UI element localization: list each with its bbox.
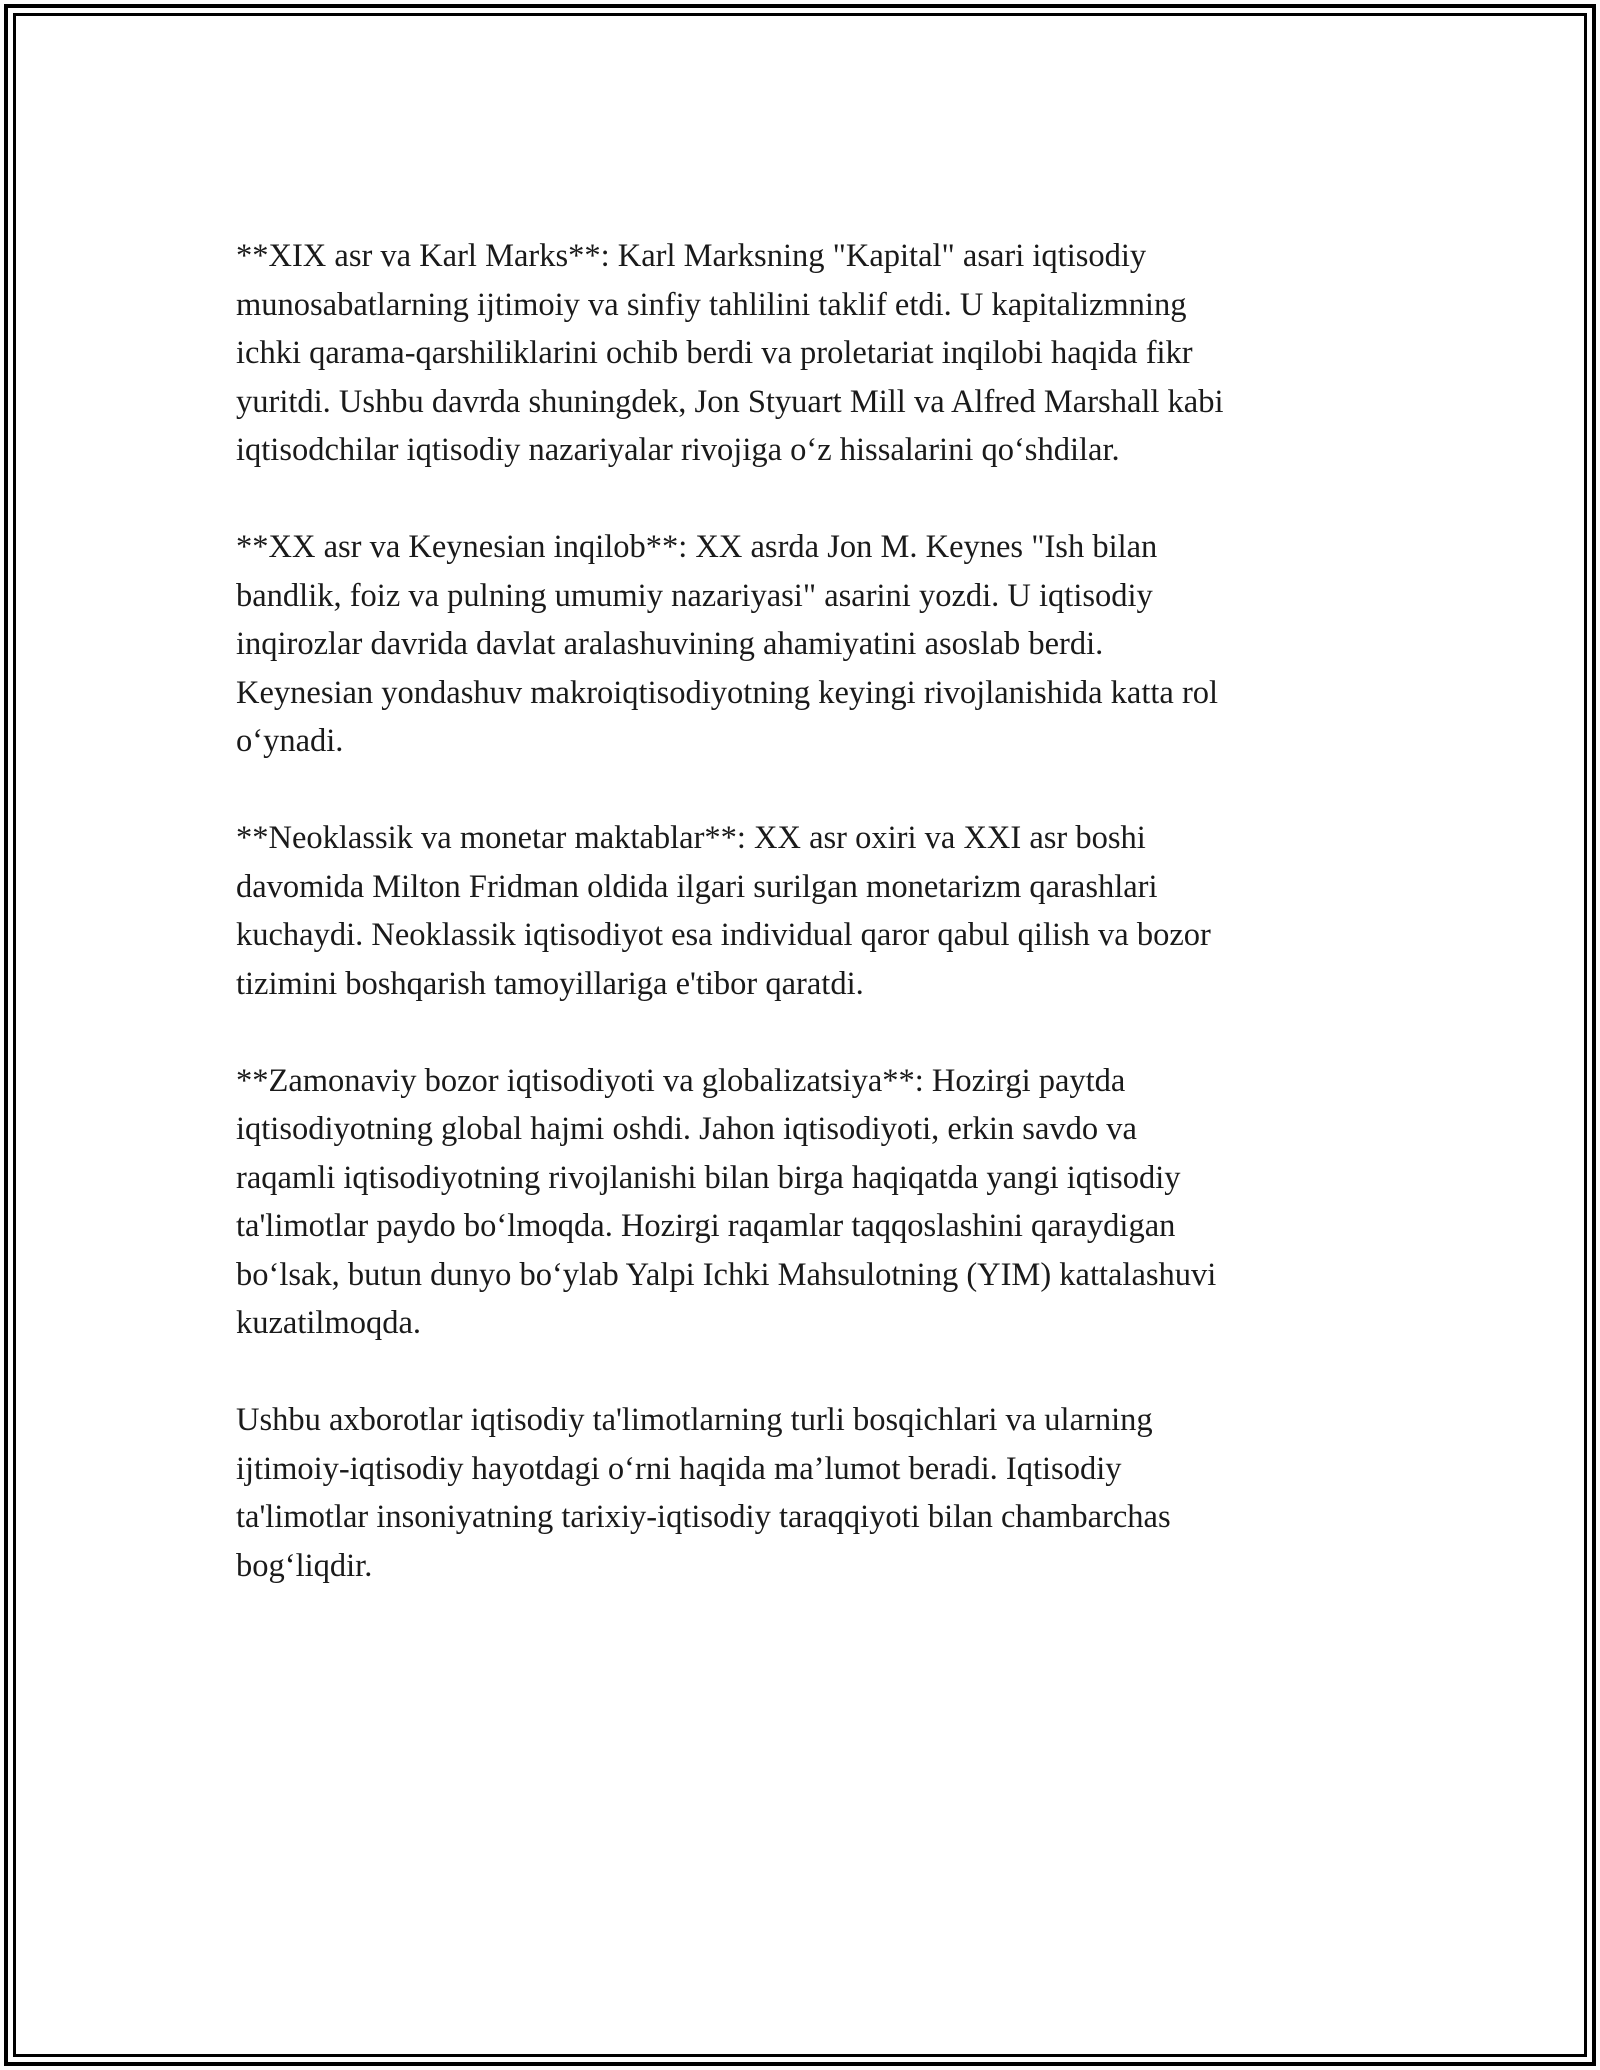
document-body [236,232,1366,1590]
paragraph-xx-century-keynesian: **XX asr va Keynesian inqilob**: XX asrda Jon M. Keynes "Ish bilan bandlik, foiz va pulning umumiy nazariyasi" asarini yozdi. U iqtisodiy inqirozlar davrida davlat aralashuvining ahamiyatini asoslab berdi. Keynesian yondashuv makroiqtisodiyotning keyingi rivojlanishida katta rol o‘ynadi. [236,529,1219,759]
paragraph-conclusion: Ushbu axborotlar iqtisodiy ta'limotlarning turli bosqichlari va ularning ijtimoiy-iqtisodiy hayotdagi o‘rni haqida ma’lumot beradi. Iqtisodiy ta'limotlar insoniyatning tarixiy-iqtisodiy taraqqiyoti bilan chambarchas bog‘liqdir. [236,1402,1171,1584]
paragraph-modern-globalization: **Zamonaviy bozor iqtisodiyoti va globalizatsiya**: Hozirgi paytda iqtisodiyotning global hajmi oshdi. Jahon iqtisodiyoti, erkin savdo va raqamli iqtisodiyotning rivojlanishi bilan birga haqiqatda yangi iqtisodiy ta'limotlar paydo bo‘lmoqda. Hozirgi raqamlar taqqoslashini qaraydigan bo‘lsak, butun dunyo bo‘ylab Yalpi Ichki Mahsulotning (YIM) kattalashuvi kuzatilmoqda. [236,1062,1217,1341]
paragraph-xix-century-marx: **XIX asr va Karl Marks**: Karl Marksning "Kapital" asari iqtisodiy munosabatlarning ijtimoiy va sinfiy tahlilini taklif etdi. U kapitalizmning ichki qarama-qarshiliklarini ochib berdi va proletariat inqilobi haqida fikr yuritdi. Ushbu davrda shuningdek, Jon Styuart Mill va Alfred Marshall kabi iqtisodchilar iqtisodiy nazariyalar rivojiga o‘z hissalarini qo‘shdilar. [236,238,1224,468]
paragraph-neoclassical-monetary: **Neoklassik va monetar maktablar**: XX asr oxiri va XXI asr boshi davomida Milton Fridman oldida ilgari surilgan monetarizm qarashlari kuchaydi. Neoklassik iqtisodiyot esa individual qaror qabul qilish va bozor tizimini boshqarish tamoyillariga e'tibor qaratdi. [236,820,1211,1002]
